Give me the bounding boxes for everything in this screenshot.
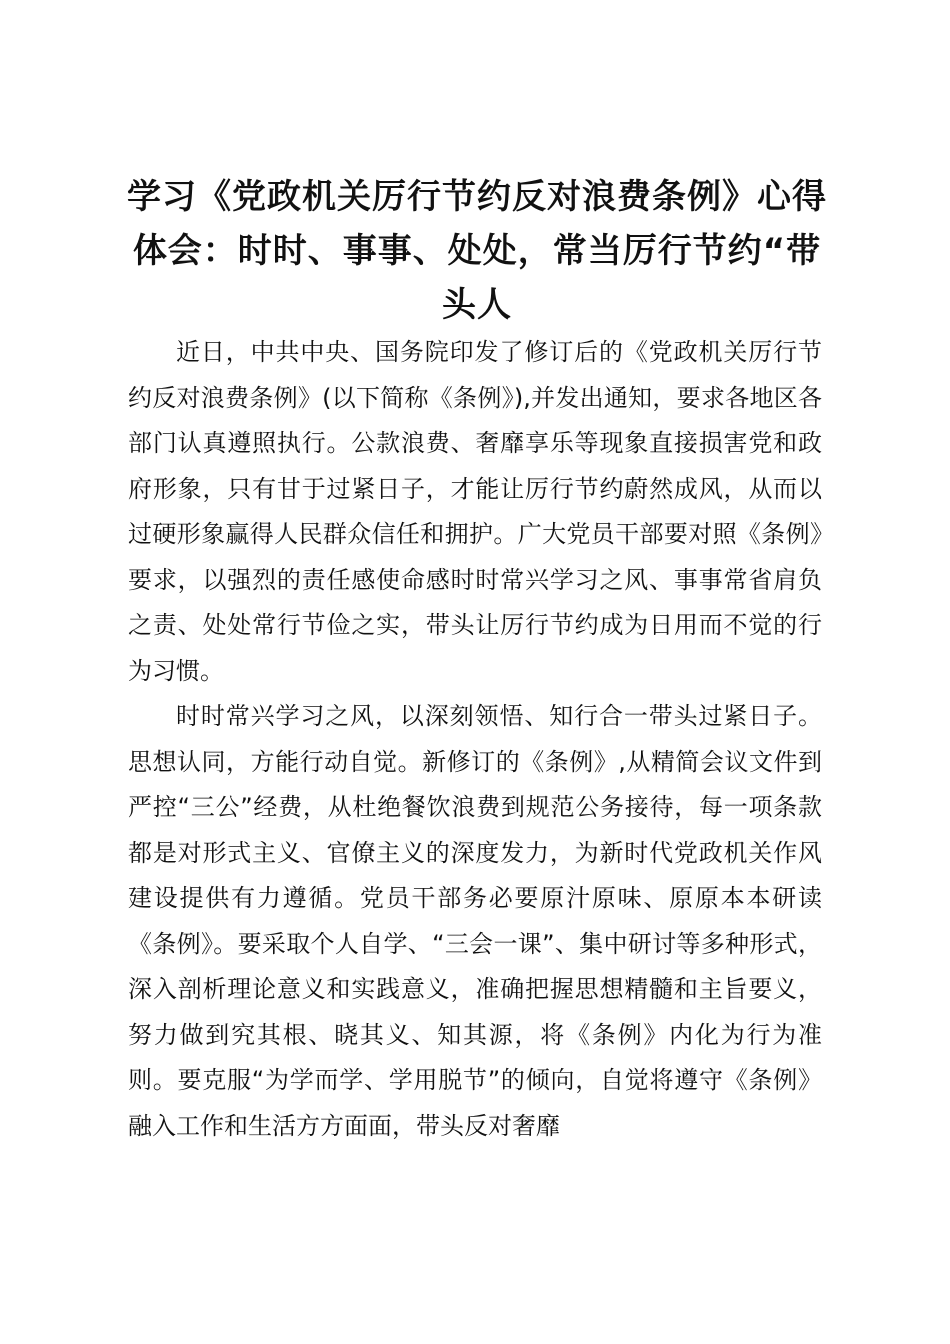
paragraph-2: 时时常兴学习之风，以深刻领悟、知行合一带头过紧日子。思想认同，方能行动自觉。新修订的《条例》,从精简会议文件到严控“三公”经费，从杜绝餐饮浪费到规范公务接待，每一项条款都是对形式主义、官僚主义的深度发力，为新时代党政机关作风建设提供有力遵循。党员干部务必要原汁原味、原原本本研读《条例》。要采取个人自学、“三会一课”、集中研讨等多种形式，深入剖析理论意义和实践意义，准确把握思想精髓和主旨要义，努力做到究其根、晓其义、知其源，将《条例》内化为行为准则。要克服“为学而学、学用脱节”的倾向，自觉将遵守《条例》融入工作和生活方方面面，带头反对奢靡 (128, 702, 822, 1140)
paragraph-1: 近日，中共中央、国务院印发了修订后的《党政机关厉行节约反对浪费条例》(以下简称《条例》),并发出通知，要求各地区各部门认真遵照执行。公款浪费、奢靡享乐等现象直接损害党和政府形象，只有甘于过紧日子，才能让厉行节约蔚然成风，从而以过硬形象赢得人民群众信任和拥护。广大党员干部要对照《条例》要求，以强烈的责任感使命感时时常兴学习之风、事事常省肩负之责、处处常行节俭之实，带头让厉行节约成为日用而不觉的行为习惯。 (128, 338, 822, 685)
document-body (128, 330, 822, 1149)
document-title (118, 170, 836, 332)
document-title-text: 学习《党政机关厉行节约反对浪费条例》心得体会：时时、事事、处处，常当厉行节约“带头人 (127, 177, 827, 325)
